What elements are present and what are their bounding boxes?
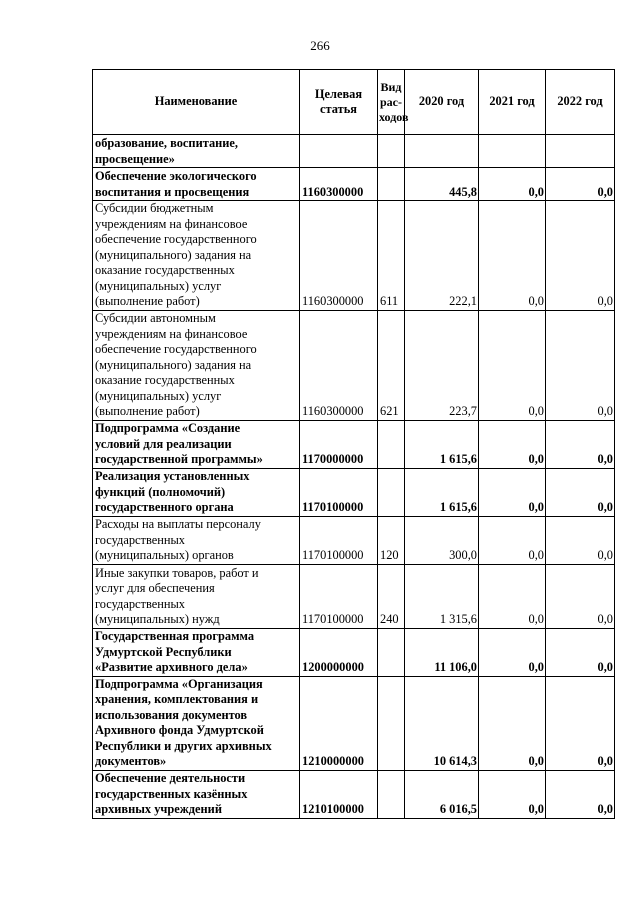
cell-2022: 0,0 [546,564,615,628]
cell-2022: 0,0 [546,201,615,311]
cell-2022: 0,0 [546,628,615,676]
cell-2020: 1 615,6 [405,420,479,468]
cell-vid: 611 [378,201,405,311]
cell-2021: 0,0 [479,310,546,420]
table-row [93,770,615,818]
cell-code: 1160300000 [300,168,378,201]
cell-2022: 0,0 [546,468,615,516]
budget-table [92,69,615,819]
cell-name: Обеспечение экологического воспитания и просвещения [93,168,300,201]
table-row [93,564,615,628]
table-row [93,135,615,168]
cell-code: 1160300000 [300,201,378,311]
cell-name: Подпрограмма «Организация хранения, комплектования и использования документов Архивного фонда Удмуртской Республики и других архивных документов» [93,676,300,770]
cell-code: 1170000000 [300,420,378,468]
cell-code: 1170100000 [300,516,378,564]
cell-vid: 621 [378,310,405,420]
cell-name: Иные закупки товаров, работ и услуг для обеспечения государственных (муниципальных) нужд [93,564,300,628]
header-2022: 2022 год [546,70,615,135]
cell-code: 1210100000 [300,770,378,818]
cell-2021: 0,0 [479,628,546,676]
cell-name: Субсидии бюджетным учреждениям на финансовое обеспечение государственного (муниципального) задания на оказание государственных (муниципальных) услуг (выполнение работ) [93,201,300,311]
cell-2021 [479,135,546,168]
cell-name: Обеспечение деятельности государственных казённых архивных учреждений [93,770,300,818]
cell-2020: 11 106,0 [405,628,479,676]
cell-2022: 0,0 [546,310,615,420]
cell-name: Субсидии автономным учреждениям на финансовое обеспечение государственного (муниципального) задания на оказание государственных (муниципальных) услуг (выполнение работ) [93,310,300,420]
cell-2022: 0,0 [546,168,615,201]
cell-code: 1210000000 [300,676,378,770]
cell-code: 1200000000 [300,628,378,676]
cell-vid [378,676,405,770]
cell-name: Подпрограмма «Создание условий для реализации государственной программы» [93,420,300,468]
cell-name: Реализация установленных функций (полномочий) государственного органа [93,468,300,516]
cell-code: 1170100000 [300,468,378,516]
cell-2021: 0,0 [479,420,546,468]
table-row [93,168,615,201]
table-row [93,310,615,420]
cell-vid: 120 [378,516,405,564]
cell-2020: 10 614,3 [405,676,479,770]
table-row [93,420,615,468]
cell-2021: 0,0 [479,770,546,818]
cell-code: 1160300000 [300,310,378,420]
cell-2022: 0,0 [546,676,615,770]
table-row [93,628,615,676]
table-header-row [93,70,615,135]
cell-2020: 222,1 [405,201,479,311]
cell-vid [378,135,405,168]
cell-2020: 223,7 [405,310,479,420]
cell-name: образование, воспитание, просвещение» [93,135,300,168]
cell-2021: 0,0 [479,468,546,516]
cell-2022 [546,135,615,168]
cell-2021: 0,0 [479,516,546,564]
cell-2020: 6 016,5 [405,770,479,818]
table-body [93,135,615,819]
cell-2021: 0,0 [479,201,546,311]
cell-2020: 445,8 [405,168,479,201]
cell-2020: 1 615,6 [405,468,479,516]
header-vid: Вид рас-ходов [378,70,405,135]
cell-vid [378,468,405,516]
cell-vid [378,770,405,818]
header-2020: 2020 год [405,70,479,135]
cell-vid [378,628,405,676]
cell-vid [378,420,405,468]
cell-2022: 0,0 [546,770,615,818]
cell-code: 1170100000 [300,564,378,628]
cell-name: Расходы на выплаты персоналу государственных (муниципальных) органов [93,516,300,564]
header-name: Наименование [93,70,300,135]
cell-2021: 0,0 [479,676,546,770]
header-code: Целевая статья [300,70,378,135]
table-row [93,468,615,516]
cell-2021: 0,0 [479,564,546,628]
cell-code [300,135,378,168]
cell-2020: 300,0 [405,516,479,564]
cell-2022: 0,0 [546,516,615,564]
cell-2020: 1 315,6 [405,564,479,628]
cell-name: Государственная программа Удмуртской Республики «Развитие архивного дела» [93,628,300,676]
cell-2022: 0,0 [546,420,615,468]
table-row [93,201,615,311]
page-number: 266 [310,38,330,53]
table-row [93,516,615,564]
cell-vid [378,168,405,201]
cell-vid: 240 [378,564,405,628]
table-row [93,676,615,770]
cell-2020 [405,135,479,168]
cell-2021: 0,0 [479,168,546,201]
header-2021: 2021 год [479,70,546,135]
